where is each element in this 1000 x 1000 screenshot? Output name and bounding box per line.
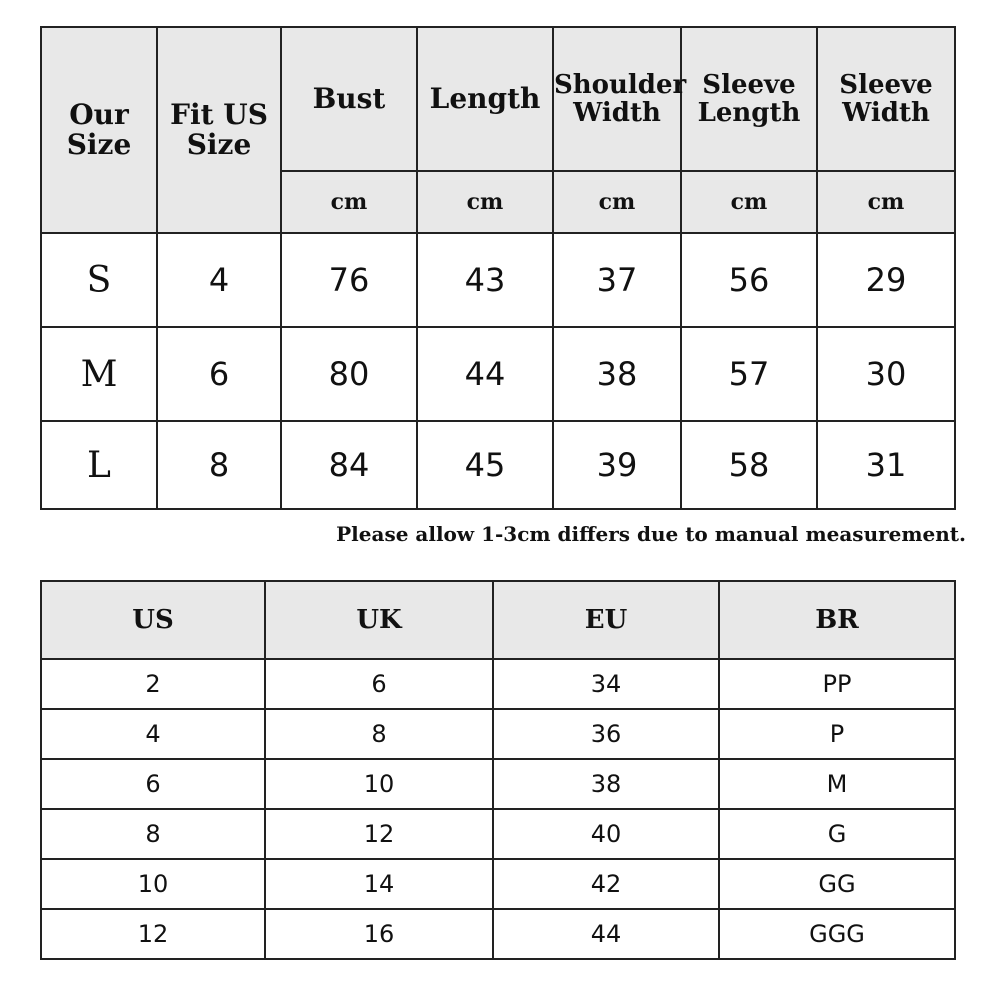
fit-us-cell: 4 (157, 233, 281, 327)
uk-cell: 6 (265, 659, 493, 709)
uk-cell: 8 (265, 709, 493, 759)
eu-cell: 40 (493, 809, 719, 859)
sleeve-width-cell: 30 (817, 327, 955, 421)
length-cell: 44 (417, 327, 553, 421)
br-cell: GG (719, 859, 955, 909)
br-cell: P (719, 709, 955, 759)
table-row (41, 909, 955, 959)
us-cell: 10 (41, 859, 265, 909)
eu-cell: 44 (493, 909, 719, 959)
br-cell: PP (719, 659, 955, 709)
table-row (41, 421, 955, 509)
table-row (41, 809, 955, 859)
unit-shoulder-width: cm (553, 171, 681, 233)
sleeve-width-cell: 31 (817, 421, 955, 509)
table-row (41, 233, 955, 327)
uk-cell: 12 (265, 809, 493, 859)
size-conversion-table (40, 580, 956, 960)
table-row (41, 859, 955, 909)
uk-cell: 16 (265, 909, 493, 959)
length-cell: 43 (417, 233, 553, 327)
header-bust: Bust (281, 27, 417, 171)
uk-cell: 10 (265, 759, 493, 809)
bust-cell: 80 (281, 327, 417, 421)
shoulder-cell: 39 (553, 421, 681, 509)
eu-cell: 36 (493, 709, 719, 759)
us-cell: 4 (41, 709, 265, 759)
us-cell: 2 (41, 659, 265, 709)
header-eu: EU (493, 581, 719, 659)
header-sleeve-length: Sleeve Length (681, 27, 817, 171)
br-cell: GGG (719, 909, 955, 959)
br-cell: G (719, 809, 955, 859)
fit-us-cell: 8 (157, 421, 281, 509)
unit-length: cm (417, 171, 553, 233)
bust-cell: 84 (281, 421, 417, 509)
header-shoulder-width: Shoulder Width (553, 27, 681, 171)
uk-cell: 14 (265, 859, 493, 909)
size-chart-table (40, 26, 956, 510)
header-sleeve-width: Sleeve Width (817, 27, 955, 171)
br-cell: M (719, 759, 955, 809)
table-row (41, 759, 955, 809)
size-cell: L (41, 421, 157, 509)
sleeve-length-cell: 58 (681, 421, 817, 509)
us-cell: 8 (41, 809, 265, 859)
shoulder-cell: 38 (553, 327, 681, 421)
size-cell: S (41, 233, 157, 327)
bust-cell: 76 (281, 233, 417, 327)
length-cell: 45 (417, 421, 553, 509)
eu-cell: 38 (493, 759, 719, 809)
header-us: US (41, 581, 265, 659)
header-uk: UK (265, 581, 493, 659)
unit-bust: cm (281, 171, 417, 233)
table-row (41, 659, 955, 709)
table-row (41, 327, 955, 421)
us-cell: 6 (41, 759, 265, 809)
us-cell: 12 (41, 909, 265, 959)
header-our-size: Our Size (41, 27, 157, 233)
header-br: BR (719, 581, 955, 659)
eu-cell: 34 (493, 659, 719, 709)
header-length: Length (417, 27, 553, 171)
sleeve-width-cell: 29 (817, 233, 955, 327)
eu-cell: 42 (493, 859, 719, 909)
shoulder-cell: 37 (553, 233, 681, 327)
header-fit-us-size: Fit US Size (157, 27, 281, 233)
measurement-note: Please allow 1-3cm differs due to manual measurement. (336, 522, 966, 546)
size-cell: M (41, 327, 157, 421)
sleeve-length-cell: 56 (681, 233, 817, 327)
fit-us-cell: 6 (157, 327, 281, 421)
unit-sleeve-width: cm (817, 171, 955, 233)
unit-sleeve-length: cm (681, 171, 817, 233)
table-row (41, 709, 955, 759)
sleeve-length-cell: 57 (681, 327, 817, 421)
